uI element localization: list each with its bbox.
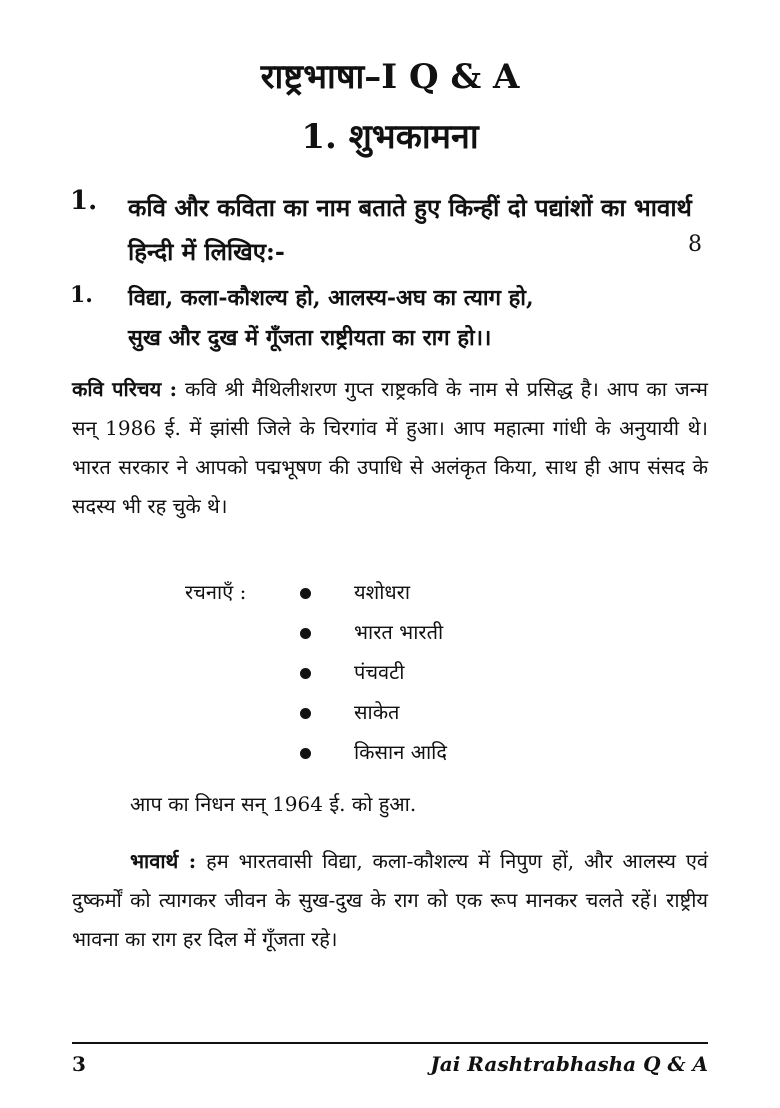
verse-line-1: विद्या, कला-कौशल्य हो, आलस्य-अघ का त्याग हो,: [128, 285, 534, 311]
poet-intro-text: कवि श्री मैथिलीशरण गुप्त राष्ट्रकवि के नाम से प्रसिद्ध है। आप का जन्म सन् 1986 ई. में झांसी जिले के चिरगांव में हुआ। आप महात्मा गांधी के अनुयायी थे। भारत सरकार ने आपको पद्मभूषण की उपाधि से अलंकृत किया, साथ ही आप संसद के सदस्य भी रह चुके थे।: [72, 377, 708, 518]
bullet-icon: [300, 628, 311, 639]
death-note: आप का निधन सन् 1964 ई. को हुआ.: [130, 792, 417, 816]
verse-block: [70, 282, 710, 362]
meaning-paragraph: [72, 842, 708, 959]
document-page: राष्ट्रभाषा–I Q & A 1. शुभकामना 1. कवि और कविता का नाम बताते हुए किन्हीं दो पद्यांशों का भावार्थ हिन्दी में लिखिए:- 8 1. विद्या, कला-कौशल्य हो, आलस्य-अघ का त्याग हो, सुख और दुख में गूँजता राष्ट्रीयता का राग हो।। कवि परिचय : कवि श्री मैथिलीशरण गुप्त राष्ट्रकवि के नाम से प्रसिद्ध है। आप का जन्म सन् 1986 ई. में झांसी जिले के चिरगांव में हुआ। आप महात्मा गांधी के अनुयायी थे। भारत सरकार ने आपको पद्मभूषण की उपाधि से अलंकृत किया, साथ ही आप संसद के सदस्य भी रह चुके थे। रचनाएँ : यशोधरा भारत भारती पंचवटी साकेत किसान आदि आप का निधन सन् 1964 ई. को हुआ. भावार्थ : हम भारतवासी विद्या, कला-कौशल्य में निपुण हों, और आलस्य एवं दुष्कर्मों को त्यागकर जीवन के सुख-दुख के राग को एक रूप मानकर चलते रहें। राष्ट्रीय भावना का राग हर दिल में गूँजता रहे। 3 Jai Rashtrabhasha Q & A: [0, 0, 780, 1108]
footer-book-name: Jai Rashtrabhasha Q & A: [430, 1052, 708, 1076]
works-label: रचनाएँ :: [185, 580, 247, 604]
verse-number: 1.: [70, 282, 93, 308]
question-number: 1.: [70, 186, 98, 216]
bullet-icon: [300, 588, 311, 599]
poet-intro-paragraph: [72, 370, 708, 526]
poet-intro-label: कवि परिचय :: [72, 377, 178, 401]
footer-divider: [72, 1042, 708, 1044]
question-block: [70, 186, 710, 276]
question-text: कवि और कविता का नाम बताते हुए किन्हीं दो पद्यांशों का भावार्थ हिन्दी में लिखिए:-: [128, 193, 692, 266]
meaning-text: हम भारतवासी विद्या, कला-कौशल्य में निपुण हों, और आलस्य एवं दुष्कर्मों को त्यागकर जीवन के सुख-दुख के राग को एक रूप मानकर चलते रहें। राष्ट्रीय भावना का राग हर दिल में गूँजता रहे।: [72, 849, 708, 951]
bullet-icon: [300, 748, 311, 759]
book-title: राष्ट्रभाषा–I Q & A: [260, 57, 520, 97]
chapter-title: 1. शुभकामना: [301, 117, 479, 157]
question-marks: 8: [688, 232, 702, 257]
verse-line-2: सुख और दुख में गूँजता राष्ट्रीयता का राग हो।।: [128, 325, 492, 351]
bullet-icon: [300, 708, 311, 719]
page-number: 3: [72, 1052, 86, 1076]
bullet-icon: [300, 668, 311, 679]
meaning-label: भावार्थ :: [130, 849, 197, 873]
